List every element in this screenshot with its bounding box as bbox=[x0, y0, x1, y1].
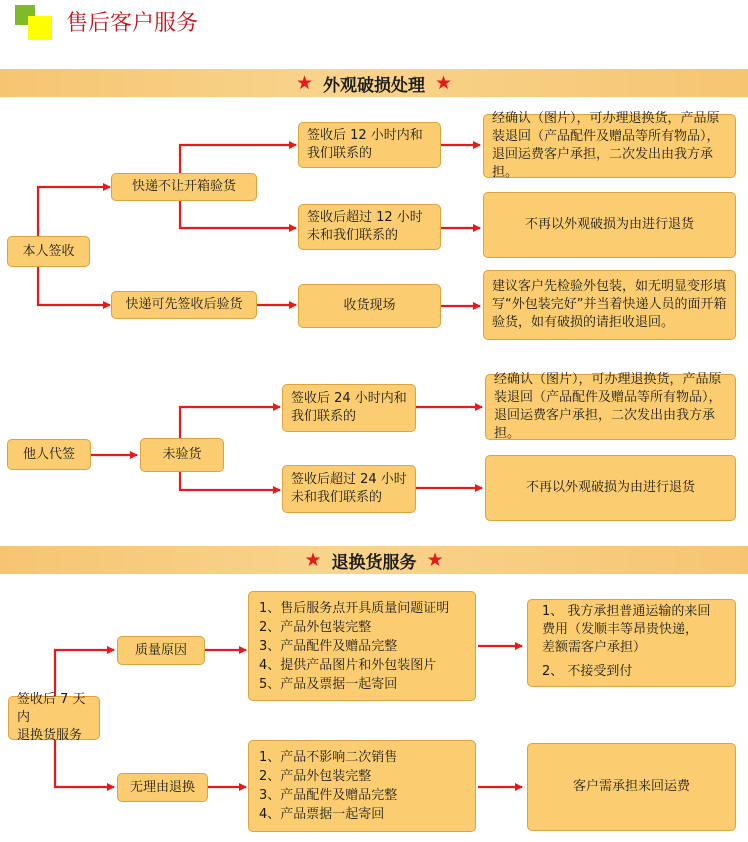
list-item: 2、 不接受到付 bbox=[542, 664, 633, 679]
list-item: 1、产品不影响二次销售 bbox=[259, 750, 398, 765]
node-7day-return bbox=[8, 692, 100, 743]
node-sign-then-inspect bbox=[111, 291, 257, 319]
list-item: 2、产品外包装完整 bbox=[259, 769, 372, 784]
node-no-open-inspection-label: 快递不让开箱验货 bbox=[131, 179, 236, 194]
section-heading-returns-text: 退换货服务 bbox=[331, 552, 417, 573]
list-item: 4、提供产品图片和外包装图片 bbox=[259, 657, 437, 673]
node-over-24h-label: 签收后超过 24 小时 未和我们联系的 bbox=[291, 472, 407, 505]
result-over-12h-text: 不再以外观破损为由进行退货 bbox=[524, 217, 694, 232]
node-quality-reason-label: 质量原因 bbox=[134, 642, 187, 658]
node-quality-reason bbox=[117, 636, 205, 665]
list-item: 5、产品及票据一起寄回 bbox=[259, 676, 398, 692]
result-receiving-site-text: 建议客户先检验外包装，如无明显变形填写“外包装完好”并当着快递人员的面开箱验货，如有破损的请拒收退回。 bbox=[492, 279, 727, 330]
star-icon: ★ bbox=[304, 548, 322, 571]
no-reason-result-text: 客户需承担来回运费 bbox=[572, 779, 690, 794]
result-over-24h bbox=[485, 455, 736, 521]
list-item: 2、产品外包装完整 bbox=[259, 619, 372, 635]
node-within-24h-label: 签收后 24 小时内和 我们联系的 bbox=[291, 391, 407, 424]
page-title: 售后客户服务 bbox=[66, 11, 199, 36]
star-icon: ★ bbox=[435, 71, 453, 94]
connector-arrow bbox=[180, 472, 280, 490]
node-receiving-site bbox=[298, 284, 441, 328]
node-over-12h bbox=[298, 204, 441, 250]
list-item: 1、 我方承担普通运输的来回 费用（发顺丰等昂贵快递， 差额需客户承担） bbox=[542, 604, 711, 655]
list-item: 3、产品配件及赠品完整 bbox=[259, 638, 398, 654]
node-proxy-signed bbox=[7, 439, 91, 470]
connector-arrow bbox=[55, 740, 114, 787]
node-within-24h bbox=[282, 384, 416, 432]
result-over-12h bbox=[483, 192, 736, 258]
connector-arrow bbox=[180, 407, 280, 438]
node-over-12h-label: 签收后超过 12 小时 未和我们联系的 bbox=[307, 210, 423, 243]
node-sign-then-inspect-label: 快递可先签收后验货 bbox=[125, 297, 243, 312]
no-reason-requirements bbox=[248, 740, 476, 832]
node-7day-return-label: 签收后 7 天内 退换货服务 bbox=[17, 692, 86, 743]
node-no-reason-return-label: 无理由退换 bbox=[129, 779, 195, 795]
node-over-24h bbox=[282, 465, 416, 513]
node-no-reason-return bbox=[117, 773, 208, 802]
connector-arrow bbox=[55, 650, 114, 696]
star-icon: ★ bbox=[426, 548, 444, 571]
node-proxy-signed-label: 他人代签 bbox=[22, 446, 75, 462]
node-self-signed-label: 本人签收 bbox=[22, 243, 75, 259]
list-item: 4、产品票据一起寄回 bbox=[259, 807, 385, 822]
section-heading-damage-text: 外观破损处理 bbox=[323, 75, 425, 96]
connector-arrow bbox=[38, 187, 110, 236]
quality-results bbox=[527, 599, 736, 687]
result-within-24h bbox=[485, 374, 736, 440]
quality-requirements bbox=[248, 591, 476, 701]
result-within-24h-text: 经确认（图片），可办理退换货，产品原装退回（产品配件及赠品等所有物品），退回运费客户承担，二次发出由我方承担。 bbox=[494, 372, 722, 441]
node-within-12h bbox=[298, 122, 441, 168]
list-item: 3、产品配件及赠品完整 bbox=[259, 788, 398, 803]
node-receiving-site-label: 收货现场 bbox=[343, 298, 396, 313]
node-not-inspected bbox=[140, 438, 224, 472]
node-not-inspected-label: 未验货 bbox=[162, 447, 202, 462]
no-reason-result bbox=[527, 743, 736, 831]
result-within-12h-text: 经确认（图片），可办理退换货，产品原装退回（产品配件及赠品等所有物品），退回运费客户承担，二次发出由我方承担。 bbox=[492, 111, 720, 180]
result-receiving-site bbox=[483, 270, 736, 340]
connector-arrow bbox=[38, 267, 110, 305]
node-self-signed bbox=[7, 236, 90, 267]
result-within-12h bbox=[483, 111, 736, 180]
result-over-24h-text: 不再以外观破损为由进行退货 bbox=[525, 480, 695, 495]
list-item: 1、售后服务点开具质量问题证明 bbox=[259, 600, 450, 616]
node-no-open-inspection bbox=[111, 173, 257, 201]
node-within-12h-label: 签收后 12 小时内和 我们联系的 bbox=[307, 128, 423, 161]
star-icon: ★ bbox=[295, 71, 313, 94]
